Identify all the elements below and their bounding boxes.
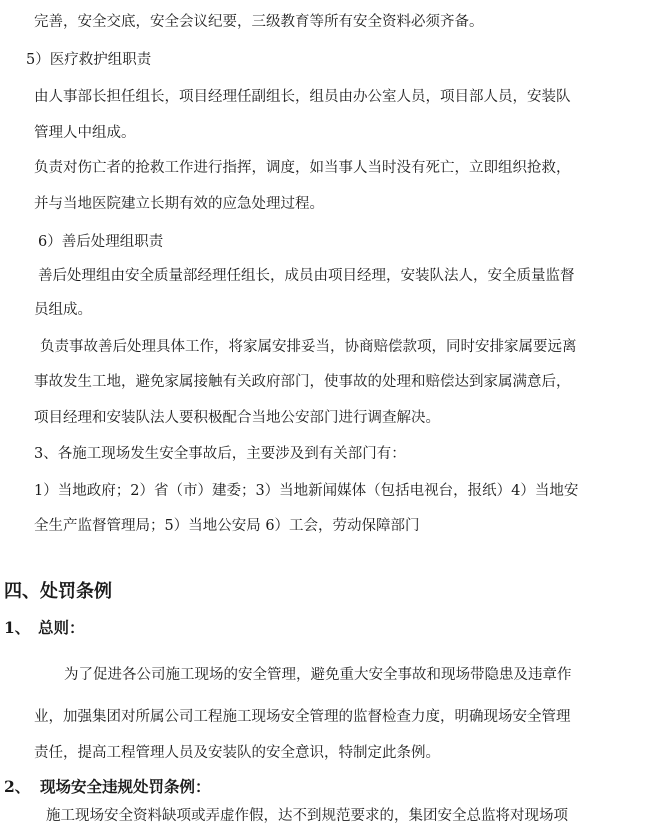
text-line: 管理人中组成。 xyxy=(34,125,136,141)
numbered-item-3: 3、各施工现场发生安全事故后，主要涉及到有关部门有： xyxy=(34,446,406,462)
subsection-title: 总则： xyxy=(38,618,85,637)
text-line: 善后处理组由安全质量部经理任组长，成员由项目经理，安装队法人，安全质量监督 xyxy=(38,268,575,284)
subsection-number: 1、 xyxy=(4,618,31,637)
text-line: 完善，安全交底，安全会议纪要，三级教育等所有安全资料必须齐备。 xyxy=(34,14,484,30)
subsection-title: 现场安全违规处罚条例： xyxy=(40,777,211,796)
text-line: 员组成。 xyxy=(34,302,92,318)
text-line: 负责对伤亡者的抢救工作进行指挥，调度，如当事人当时没有死亡，立即组织抢救， xyxy=(34,160,571,176)
paragraph-line: 责任，提高工程管理人员及安装队的安全意识，特制定此条例。 xyxy=(34,745,440,761)
item-heading-aftermath: 6）善后处理组职责 xyxy=(38,234,164,250)
subsection-number: 2、 xyxy=(4,777,31,796)
text-line: 全生产监督管理局；5）当地公安局 6）工会，劳动保障部门 xyxy=(34,518,420,534)
text-line: 由人事部长担任组长，项目经理任副组长，组员由办公室人员，项目部人员，安装队 xyxy=(34,89,571,105)
section-heading: 四、处罚条例 xyxy=(4,581,112,602)
item-heading-medical: 5）医疗救护组职责 xyxy=(26,52,152,68)
text-line: 负责事故善后处理具体工作，将家属安排妥当，协商赔偿款项，同时安排家属要远离 xyxy=(40,339,577,355)
paragraph-line: 施工现场安全资料缺项或弄虚作假，达不到规范要求的，集团安全总监将对现场项 xyxy=(46,808,568,824)
paragraph-line: 业，加强集团对所属公司工程施工现场安全管理的监督检查力度，明确现场安全管理 xyxy=(34,709,571,725)
text-line: 事故发生工地，避免家属接触有关政府部门，使事故的处理和赔偿达到家属满意后， xyxy=(34,374,571,390)
text-line: 1）当地政府；2）省（市）建委；3）当地新闻媒体（包括电视台，报纸）4）当地安 xyxy=(34,483,579,499)
paragraph-line: 为了促进各公司施工现场的安全管理，避免重大安全事故和现场带隐患及违章作 xyxy=(64,667,572,683)
text-line: 项目经理和安装队法人要积极配合当地公安部门进行调查解决。 xyxy=(34,410,440,426)
text-line: 并与当地医院建立长期有效的应急处理过程。 xyxy=(34,196,324,212)
